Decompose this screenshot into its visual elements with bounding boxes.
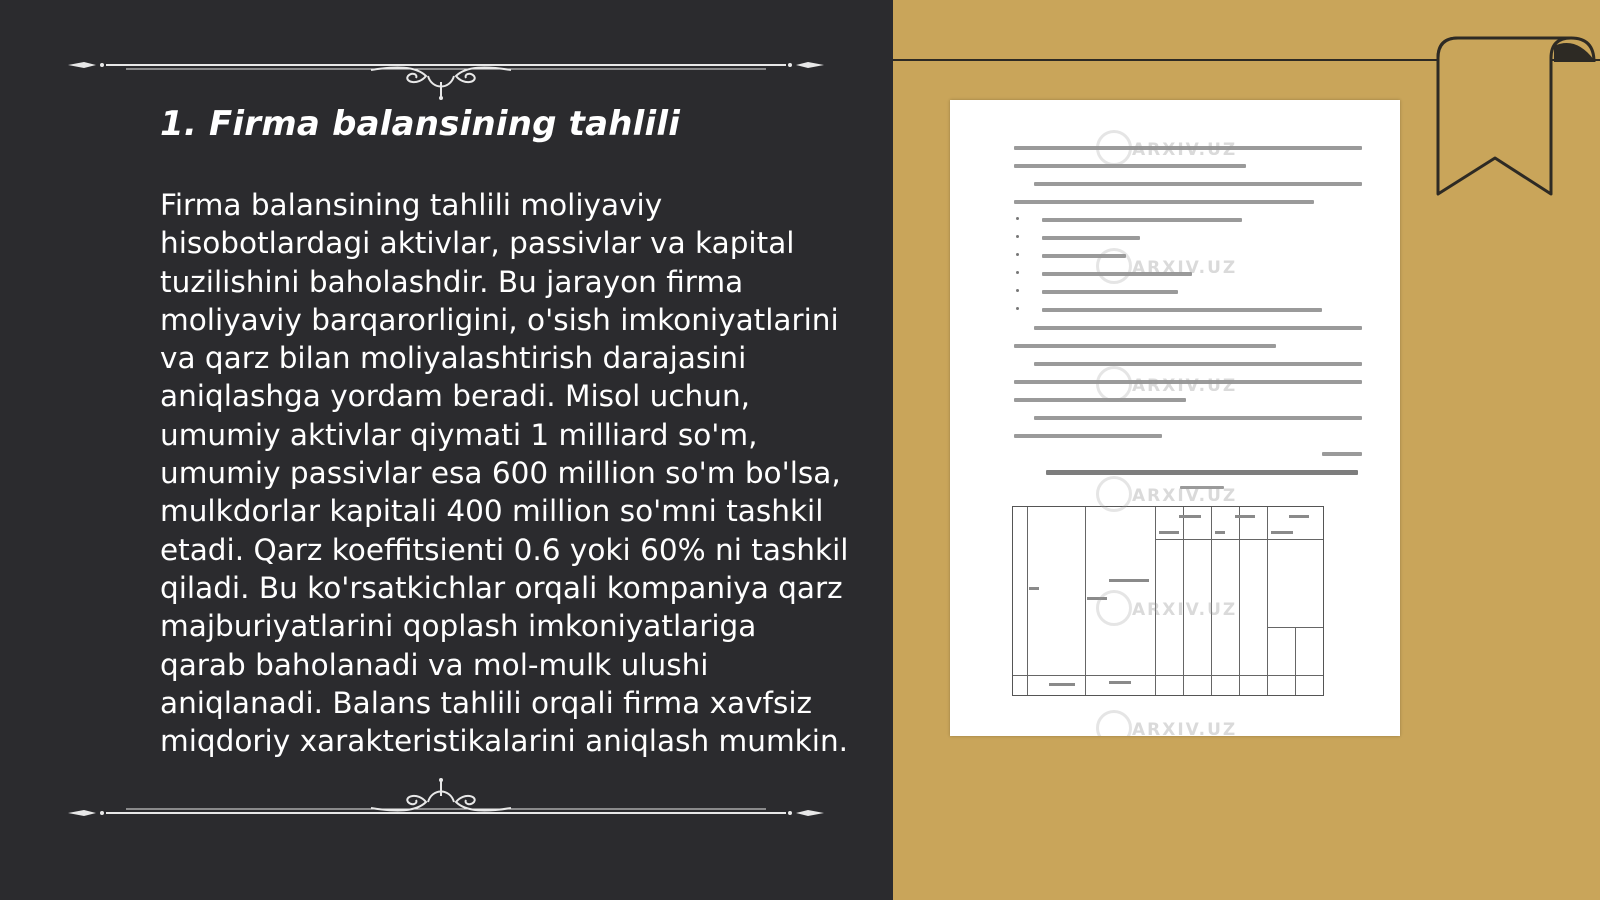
watermark-text: ARXIV.UZ — [1132, 486, 1238, 506]
document-page-image — [950, 100, 1400, 736]
watermark-text: ARXIV.UZ — [1132, 600, 1238, 620]
slide-title: 1. Firma balansining tahlili — [160, 104, 681, 144]
bookmark-icon — [1436, 36, 1596, 206]
watermark-text: ARXIV.UZ — [1132, 140, 1238, 160]
watermark-text: ARXIV.UZ — [1132, 720, 1238, 736]
watermark-text: ARXIV.UZ — [1132, 258, 1238, 278]
watermark-text: ARXIV.UZ — [1132, 376, 1238, 396]
slide-body-text: Firma balansining tahlili moliyaviy hisobotlardagi aktivlar, passivlar va kapital tuzilishini baholashdir. Bu jarayon firma moliyaviy barqarorligini, o'sish imkoniyatlarini va qarz bilan moliyalashtirish darajasini aniqlashga yordam beradi. Misol uchun, umumiy aktivlar qiymati 1 milliard so'm, umumiy passivlar esa 600 million so'm bo'lsa, mulkdorlar kapitali 400 million so'mni tashkil etadi. Qarz koeffitsienti 0.6 yoki 60% ni tashkil qiladi. Bu ko'rsatkichlar orqali kompaniya qarz majburiyatlarini qoplash imkoniyatlariga qarab baholanadi va mol-mulk ulushi aniqlanadi. Balans tahlili orqali firma xavfsiz miqdoriy xarakteristikalarini aniqlash mumkin. — [160, 188, 849, 759]
ornament-divider-bottom — [66, 776, 826, 826]
ornament-divider-top — [66, 52, 826, 102]
